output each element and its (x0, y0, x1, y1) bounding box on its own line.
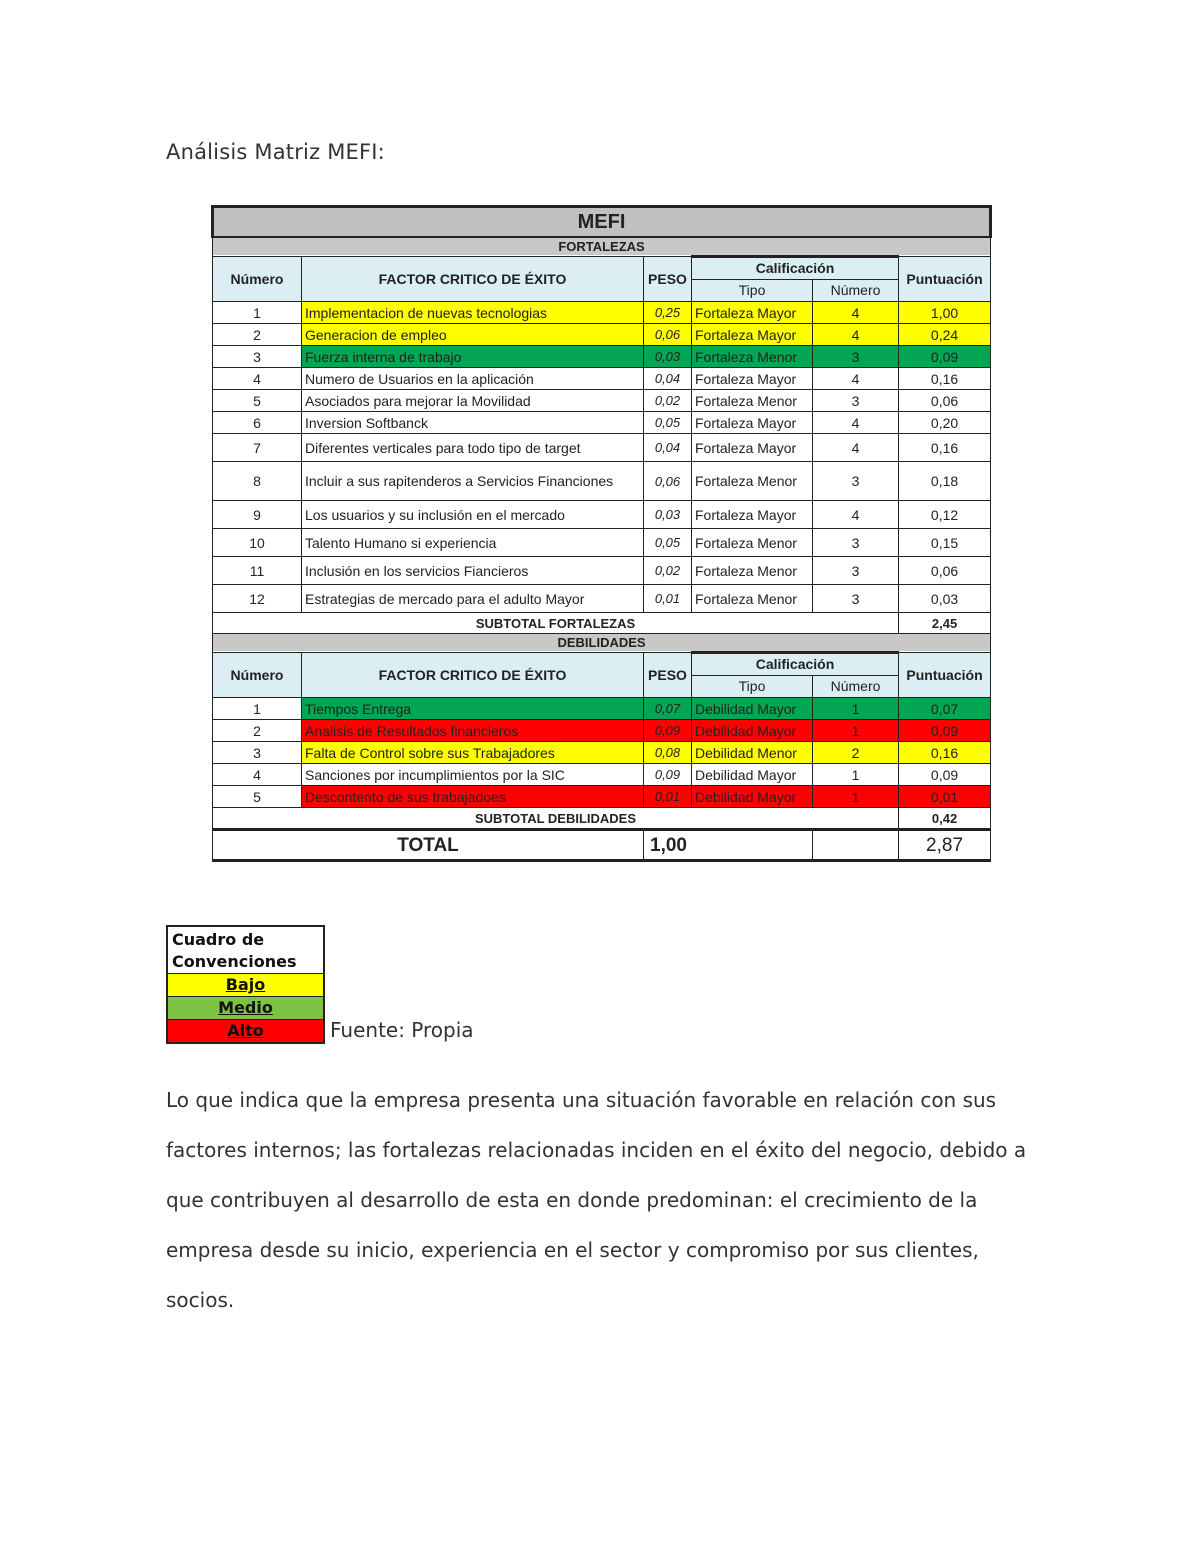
row-tipo: Debilidad Mayor (692, 698, 813, 720)
row-factor: Estrategias de mercado para el adulto Mayor (302, 585, 644, 613)
row-puntuacion: 0,09 (899, 764, 991, 786)
row-tipo: Debilidad Mayor (692, 764, 813, 786)
fortalezas-row (213, 529, 991, 557)
header-peso: PESO (644, 257, 692, 302)
row-tipo: Fortaleza Mayor (692, 368, 813, 390)
row-peso: 0,03 (644, 501, 692, 529)
row-number: 10 (213, 529, 302, 557)
row-number: 11 (213, 557, 302, 585)
row-tipo: Fortaleza Menor (692, 557, 813, 585)
row-number: 5 (213, 786, 302, 808)
row-number: 9 (213, 501, 302, 529)
row-factor: Analisis de Resultados financieros (302, 720, 644, 742)
row-factor: Numero de Usuarios en la aplicación (302, 368, 644, 390)
subtotal-debilidades-value: 0,42 (899, 808, 991, 830)
row-puntuacion: 0,16 (899, 742, 991, 764)
row-calificacion: 4 (813, 501, 899, 529)
row-factor: Asociados para mejorar la Movilidad (302, 390, 644, 412)
row-peso: 0,04 (644, 434, 692, 462)
fortalezas-row (213, 557, 991, 585)
debilidades-row (213, 786, 991, 808)
legend-medium: Medio (168, 996, 323, 1019)
row-number: 4 (213, 368, 302, 390)
row-number: 4 (213, 764, 302, 786)
row-puntuacion: 0,09 (899, 720, 991, 742)
fortalezas-row (213, 302, 991, 324)
row-peso: 0,09 (644, 720, 692, 742)
header-numero: Número (213, 257, 302, 302)
row-puntuacion: 0,16 (899, 368, 991, 390)
row-peso: 0,01 (644, 585, 692, 613)
row-factor: Generacion de empleo (302, 324, 644, 346)
debilidades-row (213, 698, 991, 720)
row-puntuacion: 0,06 (899, 390, 991, 412)
row-number: 1 (213, 302, 302, 324)
row-factor: Tiempos Entrega (302, 698, 644, 720)
row-tipo: Fortaleza Menor (692, 346, 813, 368)
row-tipo: Fortaleza Mayor (692, 434, 813, 462)
fortalezas-section-label: FORTALEZAS (213, 237, 991, 257)
fortalezas-row (213, 368, 991, 390)
legend-low: Bajo (168, 973, 323, 996)
fortalezas-row (213, 390, 991, 412)
row-number: 7 (213, 434, 302, 462)
row-peso: 0,04 (644, 368, 692, 390)
debilidades-row (213, 742, 991, 764)
header-puntuacion: Puntuación (899, 257, 991, 302)
row-tipo: Debilidad Mayor (692, 786, 813, 808)
row-factor: Incluir a sus rapitenderos a Servicios Financiones (302, 462, 644, 501)
row-puntuacion: 0,15 (899, 529, 991, 557)
header-factor-deb: FACTOR CRITICO DE ÉXITO (302, 653, 644, 698)
debilidades-row (213, 720, 991, 742)
row-factor: Fuerza interna de trabajo (302, 346, 644, 368)
row-factor: Diferentes verticales para todo tipo de target (302, 434, 644, 462)
row-factor: Falta de Control sobre sus Trabajadores (302, 742, 644, 764)
row-peso: 0,03 (644, 346, 692, 368)
row-tipo: Fortaleza Mayor (692, 324, 813, 346)
row-puntuacion: 0,09 (899, 346, 991, 368)
row-tipo: Debilidad Mayor (692, 720, 813, 742)
row-puntuacion: 1,00 (899, 302, 991, 324)
table-title: MEFI (213, 207, 991, 238)
row-factor: Implementacion de nuevas tecnologias (302, 302, 644, 324)
row-peso: 0,06 (644, 324, 692, 346)
fortalezas-row (213, 585, 991, 613)
row-number: 8 (213, 462, 302, 501)
subtotal-debilidades-label: SUBTOTAL DEBILIDADES (213, 808, 899, 830)
row-puntuacion: 0,01 (899, 786, 991, 808)
header-tipo-deb: Tipo (692, 675, 813, 698)
row-peso: 0,01 (644, 786, 692, 808)
header-calificacion: Calificación (692, 257, 899, 280)
row-tipo: Fortaleza Mayor (692, 501, 813, 529)
row-calificacion: 1 (813, 764, 899, 786)
row-calificacion: 3 (813, 390, 899, 412)
row-peso: 0,07 (644, 698, 692, 720)
row-number: 2 (213, 720, 302, 742)
row-tipo: Fortaleza Mayor (692, 412, 813, 434)
row-number: 6 (213, 412, 302, 434)
row-puntuacion: 0,12 (899, 501, 991, 529)
header-peso-deb: PESO (644, 653, 692, 698)
row-factor: Inversion Softbanck (302, 412, 644, 434)
row-factor: Inclusión en los servicios Fiancieros (302, 557, 644, 585)
row-peso: 0,06 (644, 462, 692, 501)
document-title: Análisis Matriz MEFI: (166, 140, 385, 164)
legend-box (166, 925, 325, 1044)
row-calificacion: 3 (813, 585, 899, 613)
row-tipo: Fortaleza Menor (692, 529, 813, 557)
row-puntuacion: 0,24 (899, 324, 991, 346)
row-peso: 0,09 (644, 764, 692, 786)
row-puntuacion: 0,07 (899, 698, 991, 720)
row-tipo: Fortaleza Mayor (692, 302, 813, 324)
total-peso: 1,00 (644, 830, 813, 861)
header-factor: FACTOR CRITICO DE ÉXITO (302, 257, 644, 302)
row-calificacion: 1 (813, 786, 899, 808)
subtotal-fortalezas-label: SUBTOTAL FORTALEZAS (213, 613, 899, 634)
row-calificacion: 3 (813, 462, 899, 501)
row-calificacion: 1 (813, 720, 899, 742)
row-calificacion: 1 (813, 698, 899, 720)
row-number: 3 (213, 742, 302, 764)
header-numero-deb: Número (213, 653, 302, 698)
row-calificacion: 4 (813, 434, 899, 462)
total-puntuacion: 2,87 (899, 830, 991, 861)
row-peso: 0,02 (644, 390, 692, 412)
fortalezas-row (213, 462, 991, 501)
row-tipo: Fortaleza Menor (692, 390, 813, 412)
debilidades-row (213, 764, 991, 786)
fortalezas-row (213, 346, 991, 368)
row-tipo: Fortaleza Menor (692, 585, 813, 613)
row-calificacion: 3 (813, 557, 899, 585)
fortalezas-row (213, 324, 991, 346)
row-calificacion: 3 (813, 346, 899, 368)
row-number: 2 (213, 324, 302, 346)
row-puntuacion: 0,18 (899, 462, 991, 501)
mefi-table (211, 205, 992, 862)
header-puntuacion-deb: Puntuación (899, 653, 991, 698)
row-peso: 0,05 (644, 412, 692, 434)
row-calificacion: 2 (813, 742, 899, 764)
row-puntuacion: 0,16 (899, 434, 991, 462)
row-number: 5 (213, 390, 302, 412)
row-calificacion: 4 (813, 302, 899, 324)
analysis-paragraph: Lo que indica que la empresa presenta una situación favorable en relación con sus factores internos; las fortalezas relacionadas inciden en el éxito del negocio, debido a que contribuyen al desarrollo de esta en donde predominan: el crecimiento de la empresa desde su inicio, experiencia en el sector y compromiso por sus clientes, socios. (166, 1088, 1027, 1312)
row-tipo: Debilidad Menor (692, 742, 813, 764)
row-number: 12 (213, 585, 302, 613)
legend-high: Alto (168, 1019, 323, 1042)
subtotal-fortalezas-value: 2,45 (899, 613, 991, 634)
header-tipo: Tipo (692, 279, 813, 302)
fortalezas-row (213, 501, 991, 529)
header-numero-cal-deb: Número (813, 675, 899, 698)
row-factor: Descontento de sus trabajadoes (302, 786, 644, 808)
fortalezas-row (213, 434, 991, 462)
row-number: 1 (213, 698, 302, 720)
fortalezas-row (213, 412, 991, 434)
header-numero-cal: Número (813, 279, 899, 302)
row-peso: 0,08 (644, 742, 692, 764)
header-calificacion-deb: Calificación (692, 653, 899, 676)
row-puntuacion: 0,03 (899, 585, 991, 613)
row-peso: 0,02 (644, 557, 692, 585)
row-tipo: Fortaleza Menor (692, 462, 813, 501)
row-puntuacion: 0,06 (899, 557, 991, 585)
row-calificacion: 4 (813, 412, 899, 434)
row-calificacion: 4 (813, 368, 899, 390)
legend-title: Cuadro de Convenciones (172, 930, 297, 971)
row-factor: Sanciones por incumplimientos por la SIC (302, 764, 644, 786)
debilidades-section-label: DEBILIDADES (213, 634, 991, 653)
row-factor: Talento Humano si experiencia (302, 529, 644, 557)
row-calificacion: 4 (813, 324, 899, 346)
row-number: 3 (213, 346, 302, 368)
total-label: TOTAL (213, 830, 644, 861)
row-factor: Los usuarios y su inclusión en el mercado (302, 501, 644, 529)
row-peso: 0,05 (644, 529, 692, 557)
row-calificacion: 3 (813, 529, 899, 557)
row-puntuacion: 0,20 (899, 412, 991, 434)
source-note: Fuente: Propia (330, 1018, 474, 1042)
row-peso: 0,25 (644, 302, 692, 324)
